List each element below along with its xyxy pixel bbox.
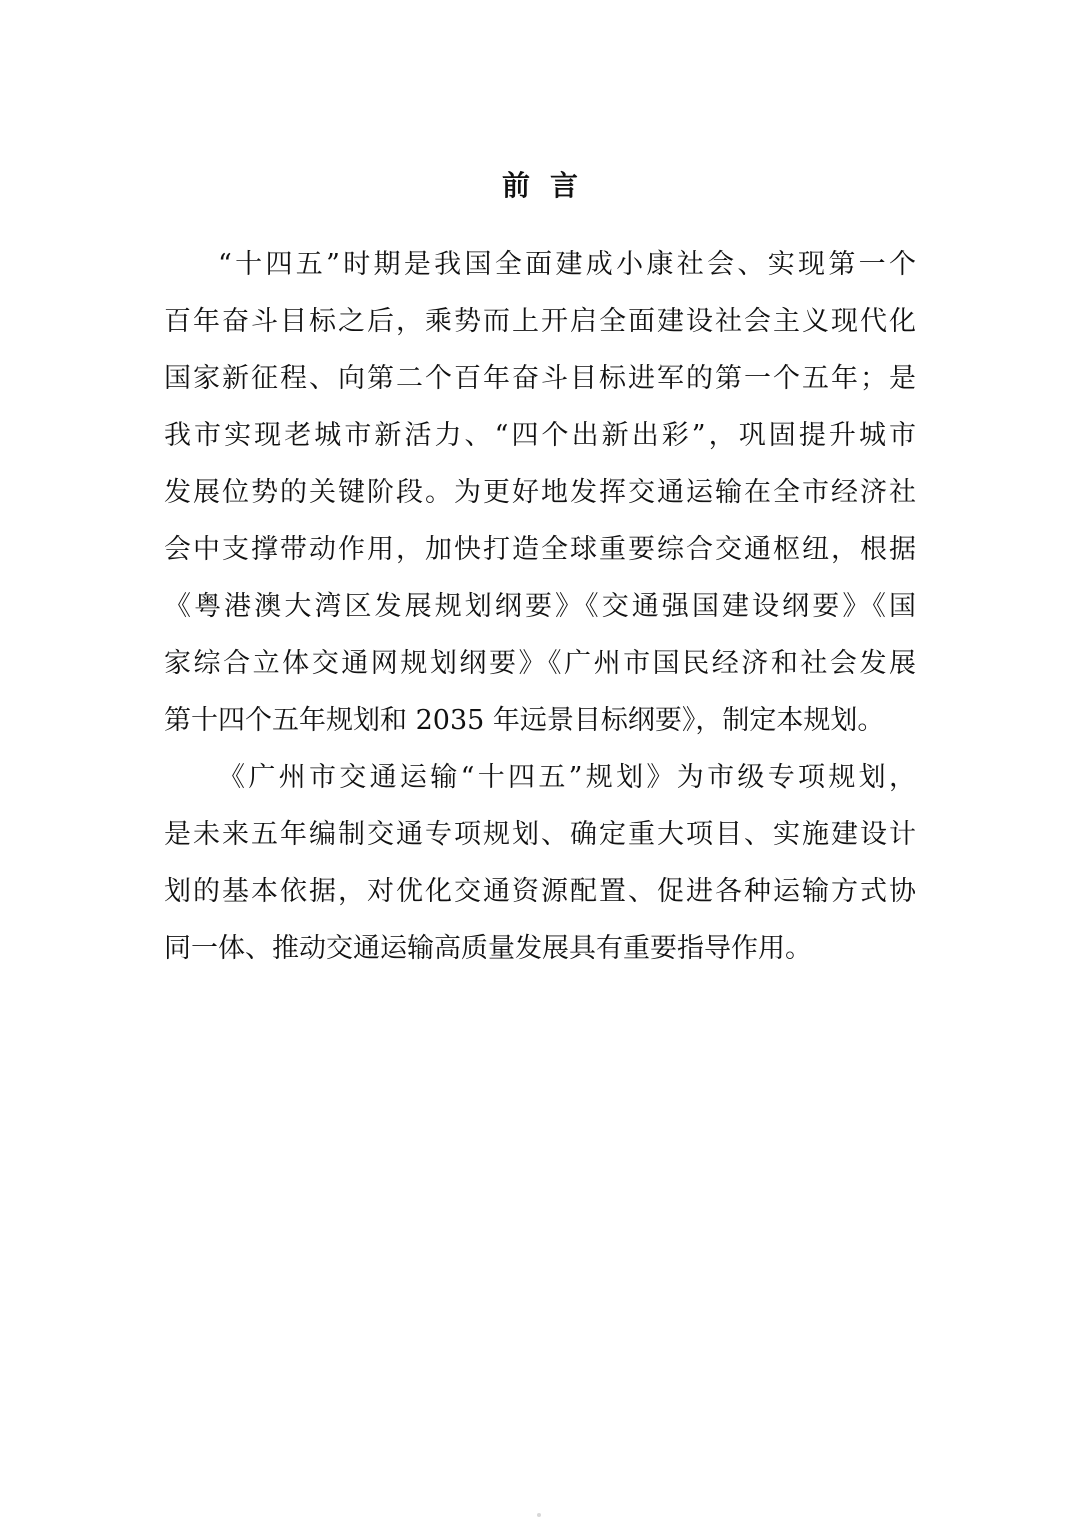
text-line: 发展位势的关键阶段。为更好地发挥交通运输在全市经济社 xyxy=(164,477,916,508)
paragraph-1 xyxy=(164,236,916,749)
text-line: 第十四个五年规划和 2035 年远景目标纲要》，制定本规划。 xyxy=(164,705,885,736)
text-line: 家综合立体交通网规划纲要》《广州市国民经济和社会发展 xyxy=(164,648,916,679)
text-line: 是未来五年编制交通专项规划、确定重大项目、实施建设计 xyxy=(164,819,916,850)
text-line: 会中支撑带动作用，加快打造全球重要综合交通枢纽，根据 xyxy=(164,534,916,565)
page-marker-dot xyxy=(537,1513,541,1517)
document-body xyxy=(164,236,916,977)
text-line: 百年奋斗目标之后，乘势而上开启全面建设社会主义现代化 xyxy=(164,306,916,337)
text-line: 国家新征程、向第二个百年奋斗目标进军的第一个五年；是 xyxy=(164,363,916,394)
text-line: 《广州市交通运输“十四五”规划》为市级专项规划， xyxy=(218,762,916,793)
text-line: 我市实现老城市新活力、“四个出新出彩”，巩固提升城市 xyxy=(164,420,916,451)
text-line: “十四五”时期是我国全面建成小康社会、实现第一个 xyxy=(218,249,916,280)
text-line: 同一体、推动交通运输高质量发展具有重要指导作用。 xyxy=(164,933,812,964)
text-line: 划的基本依据，对优化交通资源配置、促进各种运输方式协 xyxy=(164,876,916,907)
paragraph-2 xyxy=(164,749,916,977)
page-title: 前言 xyxy=(501,169,598,202)
text-line: 《粤港澳大湾区发展规划纲要》《交通强国建设纲要》《国 xyxy=(164,591,916,622)
